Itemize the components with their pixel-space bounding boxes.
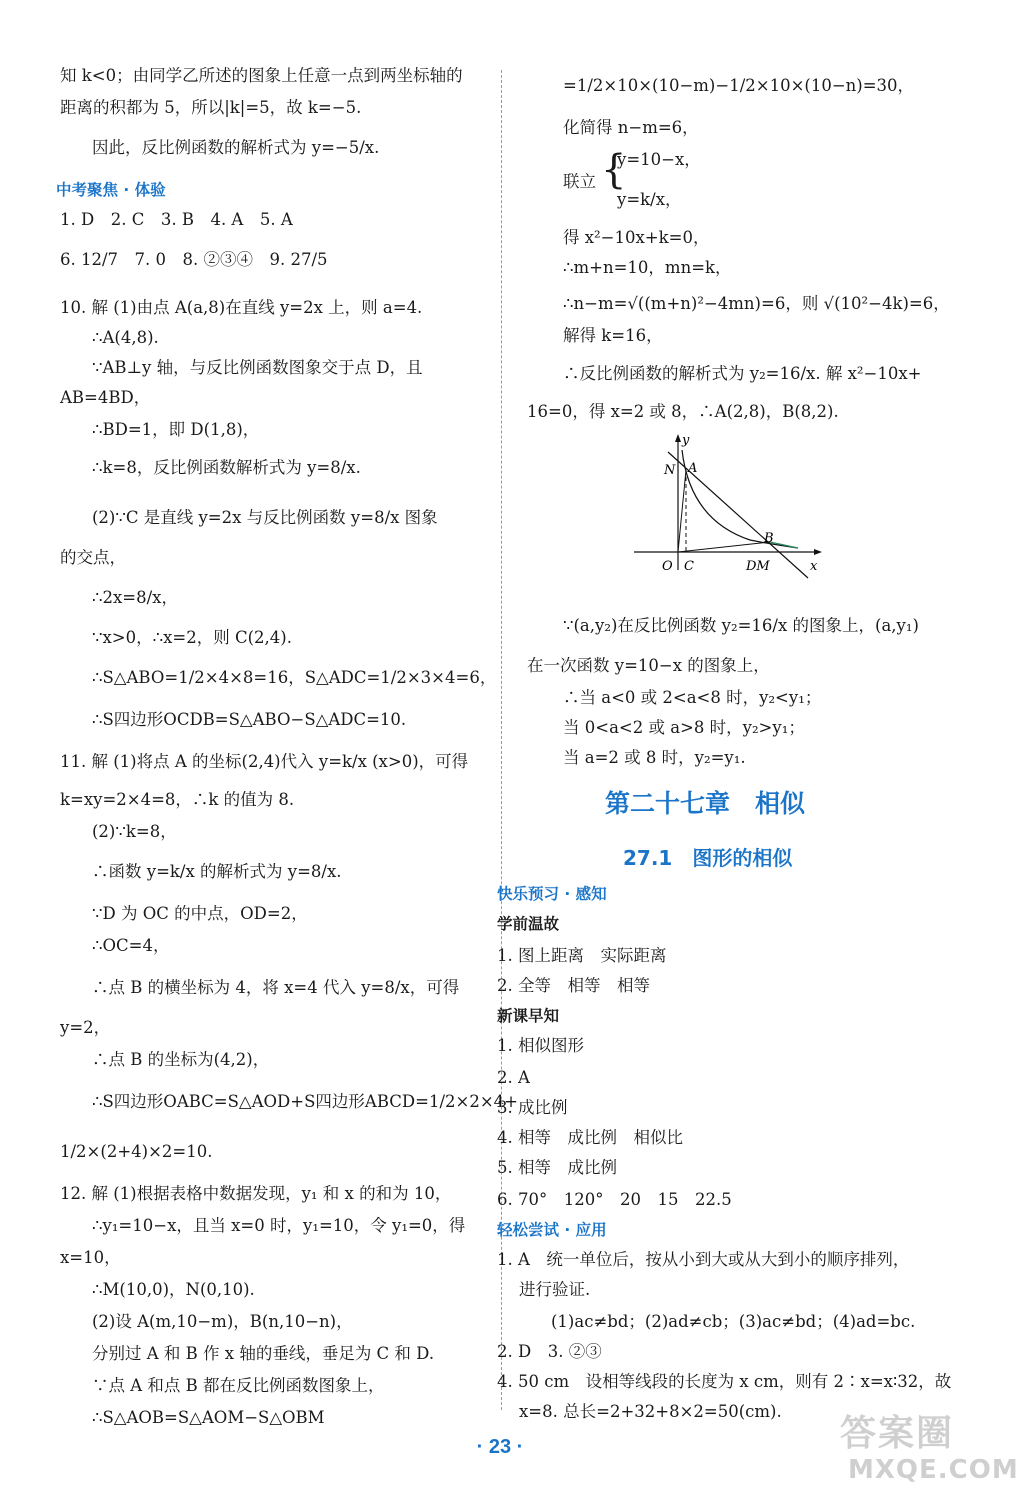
text-line: k=xy=2×4=8，∴k 的值为 8. [60,790,295,809]
text-line: ∴函数 y=k/x 的解析式为 y=8/x. [92,862,342,881]
text-line: 1/2×(2+4)×2=10. [60,1142,213,1161]
text-line: 当 0<a<2 或 a>8 时，y₂>y₁； [563,718,805,737]
text-line: ∵AB⊥y 轴，与反比例函数图象交于点 D，且 [92,358,423,377]
answer-line: 2. D 3. ②③ [497,1342,602,1361]
answer-line: 进行验证. [519,1280,591,1299]
x-axis-arrow [814,549,822,555]
text-line: 当 a=2 或 8 时，y₂=y₁. [563,748,746,767]
text-line: ∵x>0，∴x=2，则 C(2,4). [92,628,292,647]
answer-line: 2. 全等 相等 相等 [497,976,650,995]
text-line: ∴S△AOB=S△AOM−S△OBM [92,1408,325,1427]
watermark-logo [840,1405,1019,1495]
graph-label-y: y [682,433,690,448]
text-line: ∴n−m=√((m+n)²−4mn)=6，则 √(10²−4k)=6， [563,294,950,313]
graph-label-a: A [688,461,698,476]
answer-line: x=8. 总长=2+32+8×2=50(cm). [519,1402,782,1421]
graph-label-o: O [662,559,673,574]
answer-line: 6. 70° 120° 20 15 22.5 [497,1190,732,1209]
text-line: ∴S四边形OCDB=S△ABO−S△ADC=10. [92,710,407,729]
segment-ob [678,542,770,552]
text-line: 11. 解 (1)将点 A 的坐标(2,4)代入 y=k/x (x>0)，可得 [60,752,469,771]
answer-line: 5. 相等 成比例 [497,1158,617,1177]
segment-oa [678,470,686,552]
text-line: ∴S四边形OABC=S△AOD+S四边形ABCD=1/2×2×4+ [92,1092,518,1111]
sub-heading: 学前温故 [497,915,560,933]
chapter-title: 第二十七章 相似 [605,789,806,818]
page-number: · 23 · [476,1436,524,1458]
text-line: 的交点， [60,548,126,567]
text-line: ∴BD=1，即 D(1,8)， [92,420,260,439]
text-line: 因此，反比例函数的解析式为 y=−5/x. [92,138,380,157]
graph-label-b: B [764,531,774,546]
text-line: 知 k<0；由同学乙所述的图象上任意一点到两坐标轴的 [60,66,463,85]
graph-label-x: x [810,559,818,574]
text-line: ∴M(10,0)，N(0,10). [92,1280,255,1299]
text-line: (2)∵k=8， [92,822,177,841]
graph-label-c: C [684,559,694,574]
text-line: ∵(a,y₂)在反比例函数 y₂=16/x 的图象上，(a,y₁) [563,616,919,635]
text-line: x=10， [60,1248,121,1267]
function-graph [630,430,830,580]
section-heading: 中考聚焦 · 体验 [56,181,166,199]
text-line: ∴点 B 的横坐标为 4，将 x=4 代入 y=8/x，可得 [92,978,460,997]
watermark-text: 答案圈 [840,1413,955,1454]
text-line: 12. 解 (1)根据表格中数据发现，y₁ 和 x 的和为 10， [60,1184,452,1203]
text-line: 16=0，得 x=2 或 8，∴A(2,8)，B(8,2). [527,402,839,421]
text-line: ∴m+n=10，mn=k， [563,258,732,277]
text-line: (2)设 A(m,10−m)，B(n,10−n)， [92,1312,353,1331]
text-line: 距离的积都为 5，所以|k|=5，故 k=−5. [60,98,362,117]
text-line: ∵D 为 OC 的中点，OD=2， [92,904,308,923]
text-line: y=2， [60,1018,111,1037]
answer-line: 1. 相似图形 [497,1036,584,1055]
watermark-url: MXQE.COM [848,1455,1019,1485]
sub-heading: 新课早知 [497,1007,560,1025]
answer-line: 2. A [497,1068,530,1087]
answer-line: 6. 12/7 7. 0 8. ②③④ 9. 27/5 [60,250,328,269]
text-line: 联立 [563,172,596,191]
section-heading: 快乐预习 · 感知 [497,885,607,903]
text-line: y=10−x， [617,150,701,169]
text-line: ∴y₁=10−x，且当 x=0 时，y₁=10，令 y₁=0，得 [92,1216,466,1235]
text-line: ∴点 B 的坐标为(4,2)， [92,1050,270,1069]
text-line: =1/2×10×(10−m)−1/2×10×(10−n)=30， [563,76,915,95]
y-axis-arrow [675,434,681,442]
text-line: ∴S△ABO=1/2×4×8=16，S△ADC=1/2×3×4=6， [92,668,497,687]
text-line: 解得 k=16， [563,326,663,345]
text-line: 得 x²−10x+k=0， [563,228,710,247]
answer-line: 4. 相等 成比例 相似比 [497,1128,683,1147]
text-line: ∴反比例函数的解析式为 y₂=16/x. 解 x²−10x+ [563,364,922,383]
text-line: ∴OC=4， [92,936,170,955]
answer-line: 4. 50 cm 设相等线段的长度为 x cm，则有 2∶x=x∶32，故 [497,1372,952,1391]
answer-line: 1. D 2. C 3. B 4. A 5. A [60,210,293,229]
text-line: ∴k=8，反比例函数解析式为 y=8/x. [92,458,361,477]
text-line: ∴当 a<0 或 2<a<8 时，y₂<y₁； [563,688,822,707]
text-line: ∵点 A 和点 B 都在反比例函数图象上， [92,1376,385,1395]
text-line: 10. 解 (1)由点 A(a,8)在直线 y=2x 上，则 a=4. [60,298,423,317]
text-line: 在一次函数 y=10−x 的图象上， [527,656,770,675]
text-line: AB=4BD， [60,388,151,407]
graph-label-n: N [664,463,676,478]
brace-symbol: { [601,147,627,193]
section-title: 27.1 图形的相似 [623,846,793,870]
text-line: ∴A(4,8). [92,328,159,347]
text-line: y=k/x， [617,190,682,209]
graph-label-dm: DM [746,559,770,574]
section-heading: 轻松尝试 · 应用 [497,1221,607,1239]
text-line: (2)∵C 是直线 y=2x 与反比例函数 y=8/x 图象 [92,508,438,527]
text-line: ∴2x=8/x， [92,588,178,607]
text-line: 化简得 n−m=6， [563,118,699,137]
text-line: 分别过 A 和 B 作 x 轴的垂线，垂足为 C 和 D. [92,1344,435,1363]
answer-line: 3. 成比例 [497,1098,568,1117]
answer-line: 1. A 统一单位后，按从小到大或从大到小的顺序排列， [497,1250,910,1269]
hyperbola-curve [682,450,798,548]
answer-line: 1. 图上距离 实际距离 [497,946,667,965]
answer-line: (1)ac≠bd；(2)ad≠cb；(3)ac≠bd；(4)ad=bc. [551,1312,916,1331]
